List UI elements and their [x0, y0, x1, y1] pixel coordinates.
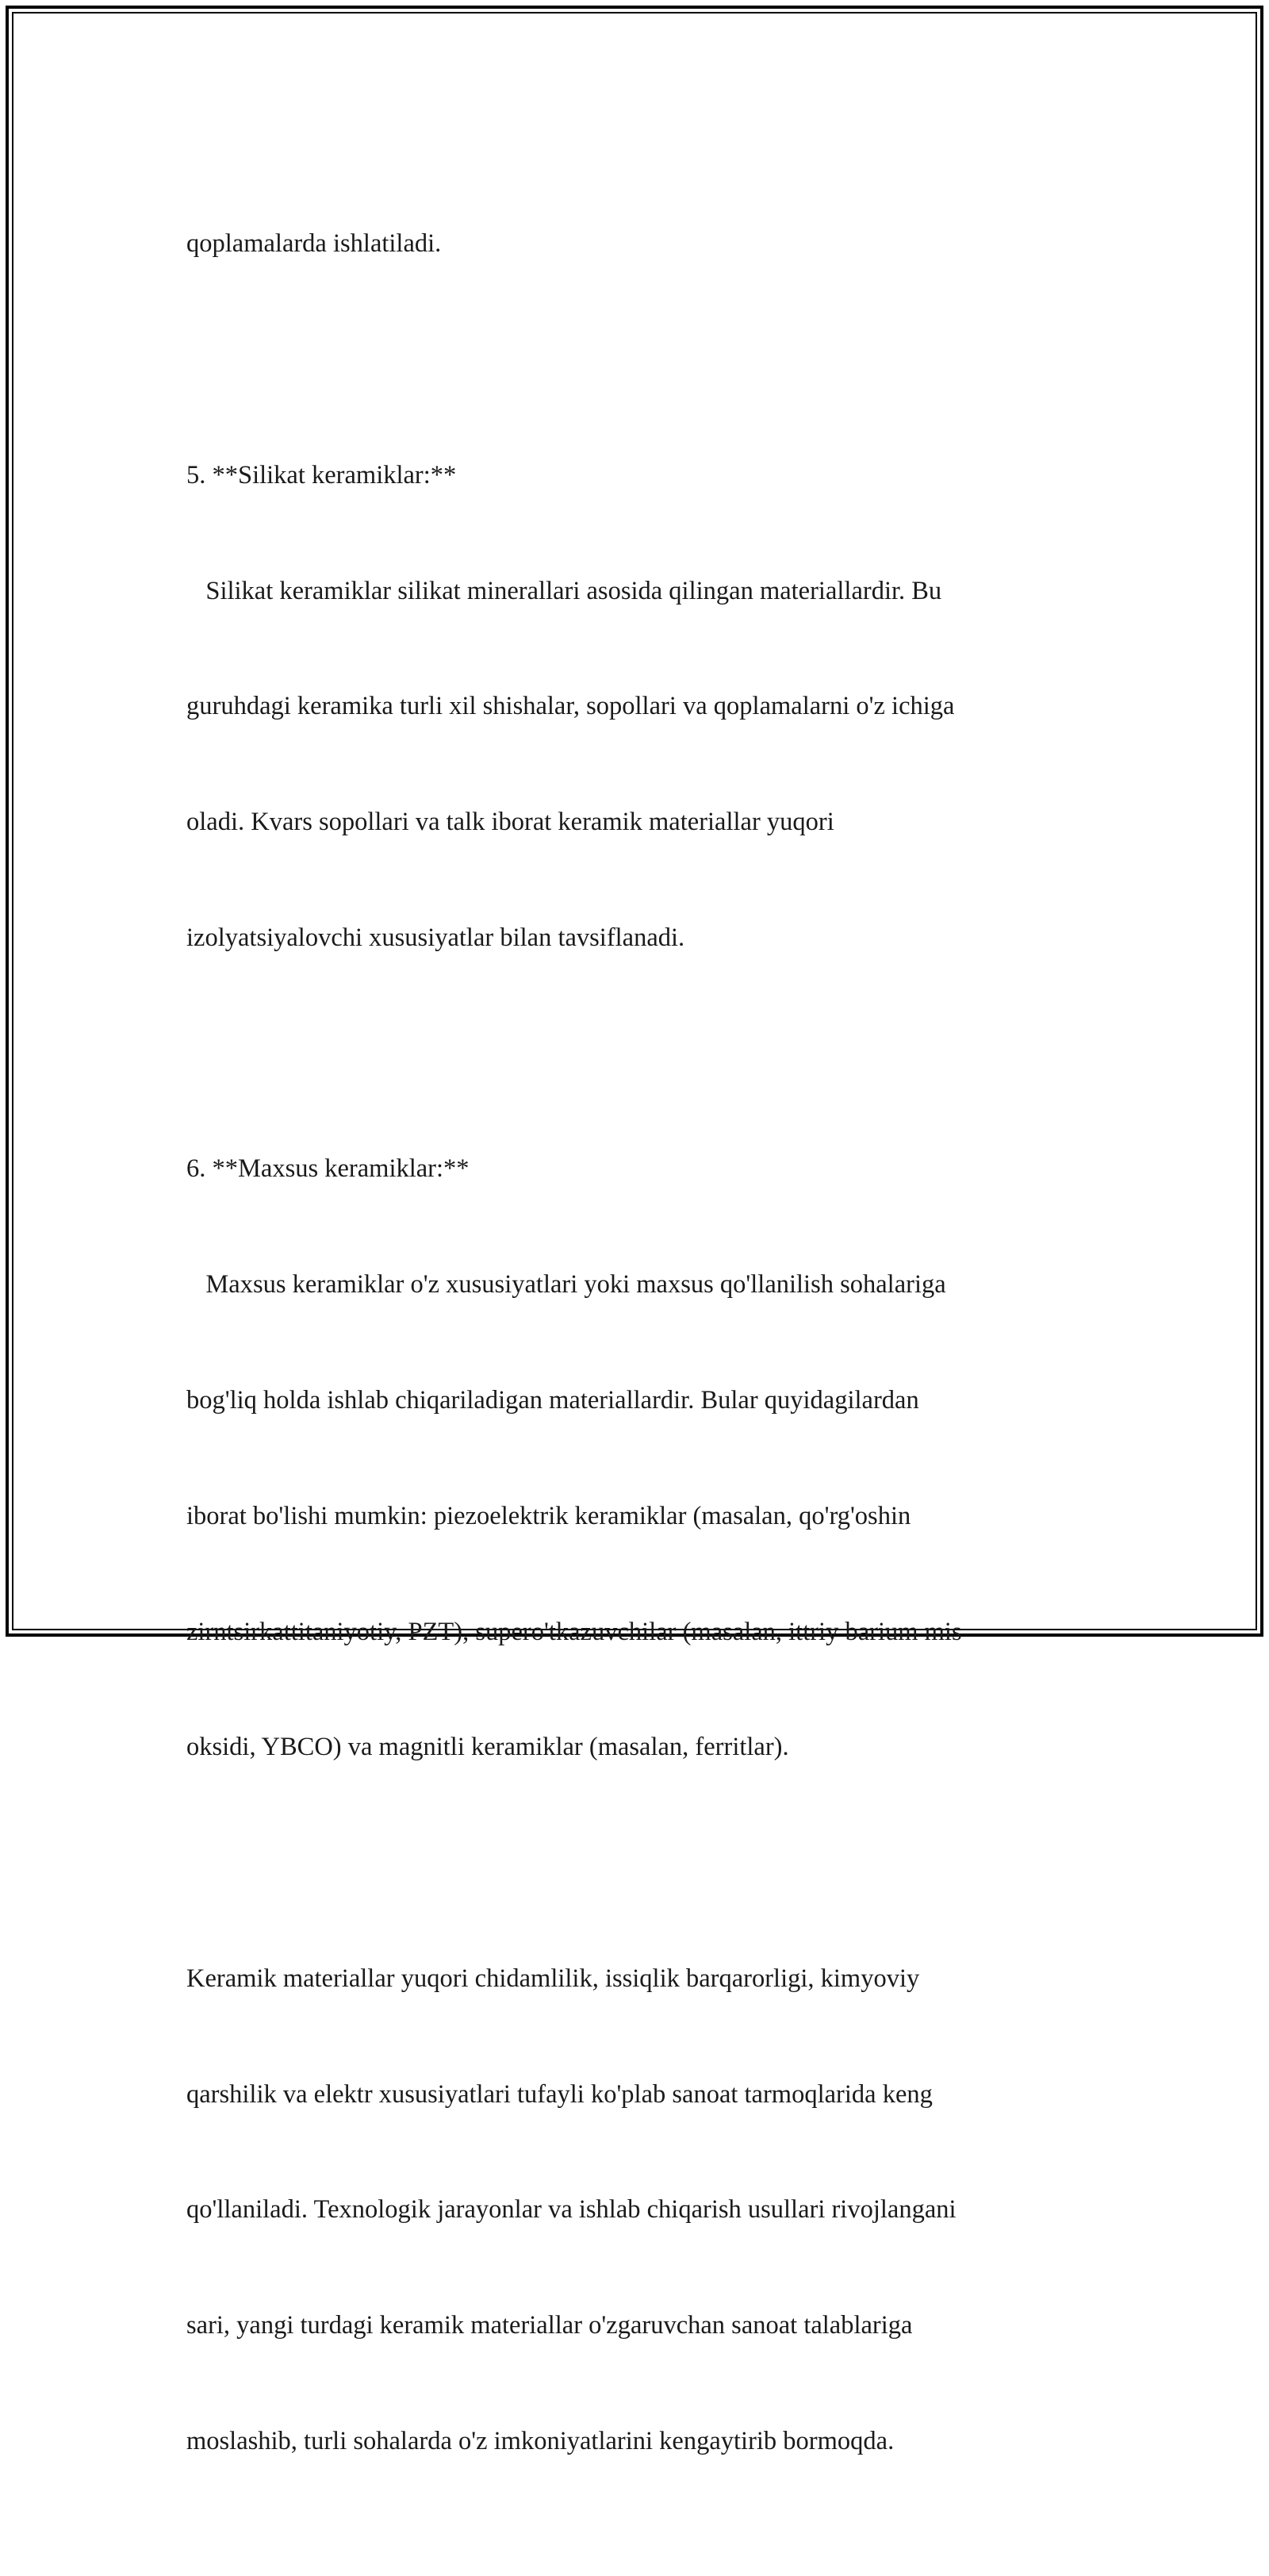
text-line: bog'liq holda ishlab chiqariladigan materiallardir. Bular quyidagilardan [186, 1386, 919, 1415]
conclusion-paragraph [186, 1883, 1083, 2538]
section-silikat-keramiklar [186, 379, 1083, 1035]
section-heading: 6. **Maxsus keramiklar:** [186, 1154, 470, 1184]
text-line: sari, yangi turdagi keramik materiallar o'zgaruvchan sanoat talablariga [186, 2311, 913, 2340]
document-body [186, 148, 1083, 2576]
text-line: moslashib, turli sohalarda o'z imkoniyatlarini kengaytirib bormoqda. [186, 2427, 895, 2456]
text-line: zirntsirkattitaniyotiy, PZT), supero'tkazuvchilar (masalan, ittriy barium mis [186, 1617, 962, 1646]
text-line: izolyatsiyalovchi xususiyatlar bilan tavsiflanadi. [186, 923, 685, 952]
text-line: oksidi, YBCO) va magnitli keramiklar (masalan, ferritlar). [186, 1733, 789, 1762]
text-line: qoplamalarda ishlatiladi. [186, 229, 442, 259]
section-maxsus-keramiklar [186, 1073, 1083, 1844]
text-line: iborat bo'lishi mumkin: piezoelektrik keramiklar (masalan, qo'rg'oshin [186, 1501, 911, 1530]
text-line: Keramik materiallar yuqori chidamlilik, issiqlik barqarorligi, kimyoviy [186, 1964, 920, 1993]
text-line: qo'llaniladi. Texnologik jarayonlar va ishlab chiqarish usullari rivojlangani [186, 2195, 957, 2225]
text-line: qarshilik va elektr xususiyatlari tufayli ko'plab sanoat tarmoqlarida keng [186, 2079, 933, 2109]
text-line: Maxsus keramiklar o'z xususiyatlari yoki maxsus qo'llanilish sohalariga [186, 1270, 946, 1300]
text-line: oladi. Kvars sopollari va talk iborat keramik materiallar yuqori [186, 808, 834, 837]
text-line: guruhdagi keramika turli xil shishalar, sopollari va qoplamalarni o'z ichiga [186, 692, 955, 721]
section-heading: 5. **Silikat keramiklar:** [186, 460, 457, 489]
paragraph-continuation [186, 148, 1083, 340]
text-line: Silikat keramiklar silikat minerallari asosida qilingan materiallardir. Bu [186, 576, 942, 605]
